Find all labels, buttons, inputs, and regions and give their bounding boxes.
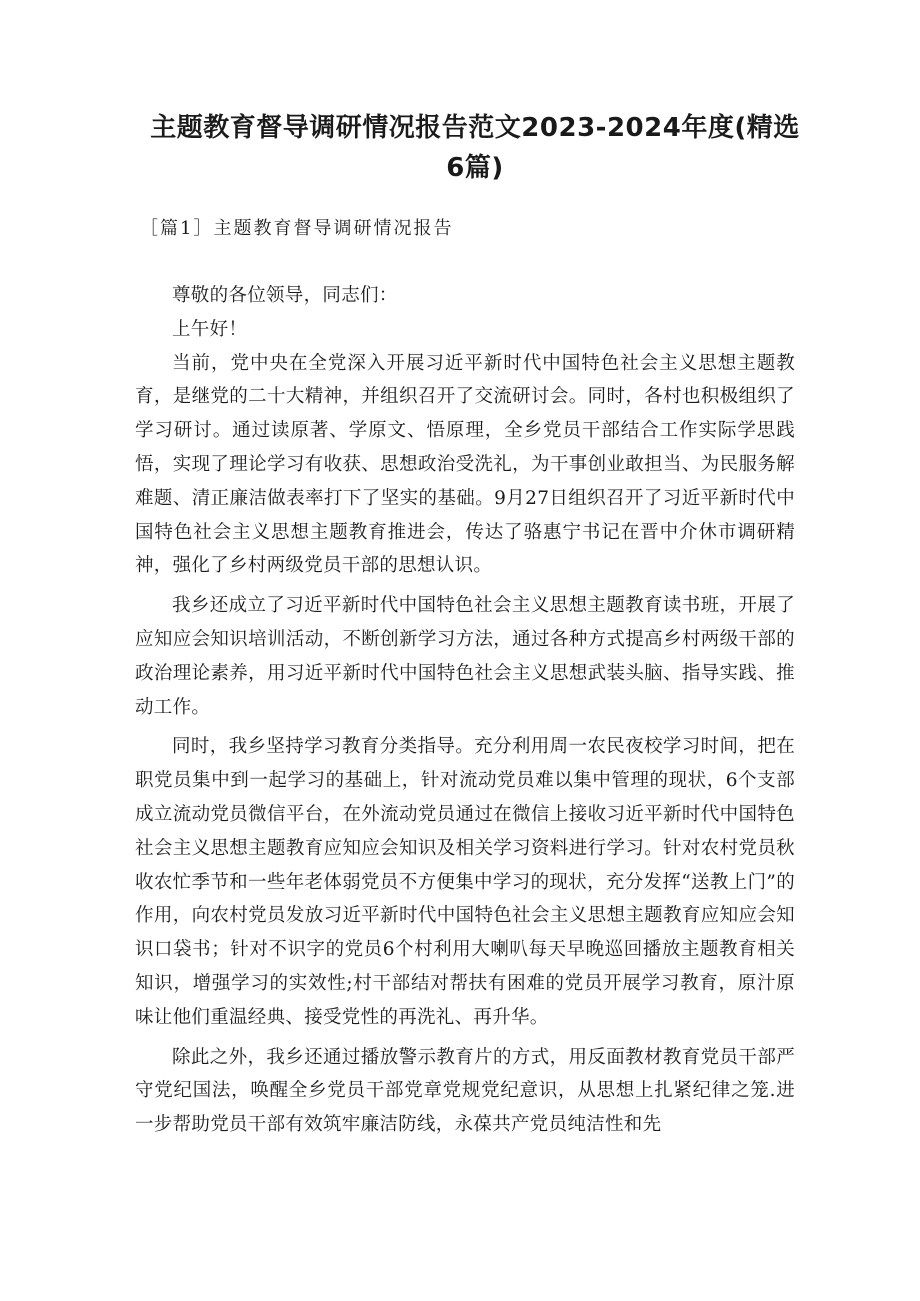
greeting: 上午好！ <box>172 318 248 340</box>
paragraph-1: 当前，党中央在全党深入开展习近平新时代中国特色社会主义思想主题教育，是继党的二十大精神，并组织召开了交流研讨会。同时，各村也积极组织了学习研讨。通过读原著、学原文、悟原理，全乡党员干部结合工作实际学思践悟，实现了理论学习有收获、思想政治受洗礼，为干事创业敢担当、为民服务解难题、清正廉洁做表率打下了坚实的基础。9月27日组织召开了习近平新时代中国特色社会主义思想主题教育推进会，传达了骆惠宁书记在晋中介休市调研精神，强化了乡村两级党员干部的思想认识。 <box>135 352 795 577</box>
document-title: 主题教育督导调研情况报告范文2023-2024年度(精选6篇) <box>150 113 800 183</box>
salutation: 尊敬的各位领导，同志们： <box>172 285 398 306</box>
paragraph-4: 除此之外，我乡还通过播放警示教育片的方式，用反面教材教育党员干部严守党纪国法，唤醒全乡党员干部党章党规党纪意识，从思想上扎紧纪律之笼.进一步帮助党员干部有效筑牢廉洁防线，永葆共产党员纯洁性和先 <box>135 1046 795 1136</box>
document-body <box>135 279 795 1142</box>
paragraph-2: 我乡还成立了习近平新时代中国特色社会主义思想主题教育读书班，开展了应知应会知识培训活动，不断创新学习方法，通过各种方式提高乡村两级干部的政治理论素养，用习近平新时代中国特色社会主义思想武装头脑、指导实践、推动工作。 <box>135 595 795 718</box>
section-heading: ［篇1］主题教育督导调研情况报告 <box>140 218 454 239</box>
paragraph-3: 同时，我乡坚持学习教育分类指导。充分利用周一农民夜校学习时间，把在职党员集中到一起学习的基础上，针对流动党员难以集中管理的现状，6个支部成立流动党员微信平台，在外流动党员通过在微信上接收习近平新时代中国特色社会主义思想主题教育应知应会知识及相关学习资料进行学习。针对农村党员秋收农忙季节和一些年老体弱党员不方便集中学习的现状，充分发挥“送教上门”的作用，向农村党员发放习近平新时代中国特色社会主义思想主题教育应知应会知识口袋书；针对不识字的党员6个村利用大喇叭每天早晚巡回播放主题教育相关知识，增强学习的实效性;村干部结对帮扶有困难的党员开展学习教育，原汁原味让他们重温经典、接受党性的再洗礼、再升华。 <box>135 736 795 1028</box>
